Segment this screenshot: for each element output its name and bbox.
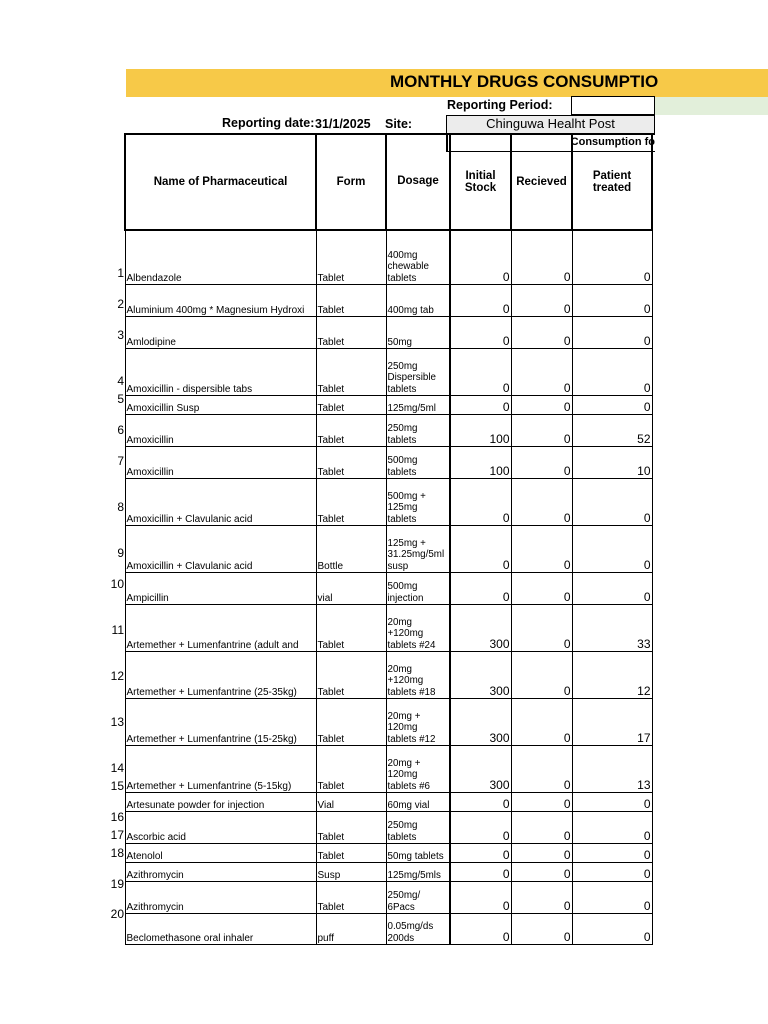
patient-treated-cell[interactable]: 0 xyxy=(572,526,652,573)
row-number: 3 xyxy=(117,328,124,342)
table-row xyxy=(125,746,652,793)
page-title: MONTHLY DRUGS CONSUMPTIO xyxy=(390,72,659,91)
row-number: 5 xyxy=(117,392,124,406)
received-cell[interactable]: 0 xyxy=(511,447,572,479)
received-cell[interactable]: 0 xyxy=(511,526,572,573)
header-name: Name of Pharmaceutical xyxy=(125,134,316,230)
received-cell[interactable]: 0 xyxy=(511,746,572,793)
patient-treated-cell[interactable]: 0 xyxy=(572,844,652,863)
received-cell[interactable]: 0 xyxy=(511,396,572,415)
table-row xyxy=(125,863,652,882)
received-cell[interactable]: 0 xyxy=(511,793,572,812)
received-cell[interactable]: 0 xyxy=(511,882,572,914)
initial-stock-cell[interactable]: 0 xyxy=(450,812,511,844)
received-cell[interactable]: 0 xyxy=(511,605,572,652)
form-cell[interactable]: puff xyxy=(316,914,386,945)
table-row xyxy=(125,793,652,812)
received-cell[interactable]: 0 xyxy=(511,479,572,526)
table-row xyxy=(125,914,652,945)
form-cell[interactable]: Tablet xyxy=(316,396,386,415)
drug-name-cell[interactable]: Ascorbic acid xyxy=(125,812,316,844)
table-row xyxy=(125,230,652,285)
form-cell[interactable]: Susp xyxy=(316,863,386,882)
patient-treated-cell[interactable]: 10 xyxy=(572,447,652,479)
table-row xyxy=(125,882,652,914)
dosage-cell[interactable]: 125mg/5mls xyxy=(386,863,450,882)
table-header-row xyxy=(125,134,652,230)
form-cell[interactable]: Tablet xyxy=(316,285,386,317)
received-cell[interactable]: 0 xyxy=(511,573,572,605)
dosage-cell[interactable]: 250mg/ 6Pacs xyxy=(386,882,450,914)
dosage-cell[interactable]: 20mg + 120mg tablets #12 xyxy=(386,699,450,746)
drug-name-cell[interactable]: Albendazole xyxy=(125,230,316,285)
initial-stock-cell[interactable]: 0 xyxy=(450,230,511,285)
dosage-cell[interactable]: 0.05mg/ds 200ds xyxy=(386,914,450,945)
table-row xyxy=(125,479,652,526)
reporting-period-fill xyxy=(655,97,768,115)
table-row xyxy=(125,605,652,652)
drug-name-cell[interactable]: Azithromycin xyxy=(125,863,316,882)
drug-name-cell[interactable]: Artemether + Lumenfantrine (15-25kg) xyxy=(125,699,316,746)
row-number: 11 xyxy=(111,623,124,637)
site-label: Site: xyxy=(385,117,413,131)
form-cell[interactable]: Tablet xyxy=(316,605,386,652)
header-form: Form xyxy=(316,134,386,230)
dosage-cell[interactable]: 250mg tablets xyxy=(386,415,450,447)
drug-name-cell[interactable]: Azithromycin xyxy=(125,882,316,914)
site-field[interactable]: Chinguwa Healht Post xyxy=(446,115,655,134)
initial-stock-cell[interactable]: 0 xyxy=(450,844,511,863)
dosage-cell[interactable]: 250mg Dispersible tablets xyxy=(386,349,450,396)
header-received: Recieved xyxy=(511,134,572,230)
initial-stock-cell[interactable]: 300 xyxy=(450,652,511,699)
table-row xyxy=(125,573,652,605)
patient-treated-cell[interactable]: 0 xyxy=(572,317,652,349)
row-number: 1 xyxy=(117,266,124,280)
form-cell[interactable]: Vial xyxy=(316,793,386,812)
row-number: 6 xyxy=(117,423,124,437)
form-cell[interactable]: Tablet xyxy=(316,415,386,447)
drug-name-cell[interactable]: Atenolol xyxy=(125,844,316,863)
initial-stock-cell[interactable]: 100 xyxy=(450,415,511,447)
drug-name-cell[interactable]: Artemether + Lumenfantrine (25-35kg) xyxy=(125,652,316,699)
dosage-cell[interactable]: 60mg vial xyxy=(386,793,450,812)
form-cell[interactable]: Tablet xyxy=(316,882,386,914)
drug-name-cell[interactable]: Amoxicillin xyxy=(125,415,316,447)
dosage-cell[interactable]: 250mg tablets xyxy=(386,812,450,844)
dosage-cell[interactable]: 125mg/5ml xyxy=(386,396,450,415)
initial-stock-cell[interactable]: 300 xyxy=(450,605,511,652)
patient-treated-cell[interactable]: 0 xyxy=(572,793,652,812)
row-number: 17 xyxy=(110,828,124,842)
row-number: 12 xyxy=(110,669,124,683)
row-number: 18 xyxy=(110,846,124,860)
row-number: 20 xyxy=(110,907,124,921)
reporting-date-value: 31/1/2025 xyxy=(315,117,371,131)
table-row xyxy=(125,349,652,396)
row-number: 13 xyxy=(110,715,124,729)
drug-name-cell[interactable]: Amoxicillin - dispersible tabs xyxy=(125,349,316,396)
initial-stock-cell[interactable]: 0 xyxy=(450,914,511,945)
form-cell[interactable]: Tablet xyxy=(316,812,386,844)
reporting-period-field[interactable] xyxy=(571,96,655,115)
patient-treated-cell[interactable]: 0 xyxy=(572,285,652,317)
form-cell[interactable]: Tablet xyxy=(316,349,386,396)
form-cell[interactable]: Tablet xyxy=(316,317,386,349)
reporting-period-label: Reporting Period: xyxy=(447,98,553,112)
reporting-date-label: Reporting date: xyxy=(222,116,315,130)
drug-name-cell[interactable]: Amlodipine xyxy=(125,317,316,349)
received-cell[interactable]: 0 xyxy=(511,285,572,317)
patient-treated-cell[interactable]: 52 xyxy=(572,415,652,447)
drug-name-cell[interactable]: Artesunate powder for injection xyxy=(125,793,316,812)
patient-treated-cell[interactable]: 0 xyxy=(572,479,652,526)
initial-stock-cell[interactable]: 300 xyxy=(450,699,511,746)
received-cell[interactable]: 0 xyxy=(511,230,572,285)
patient-treated-cell[interactable]: 13 xyxy=(572,746,652,793)
table-row xyxy=(125,285,652,317)
dosage-cell[interactable]: 20mg +120mg tablets #18 xyxy=(386,652,450,699)
table-row xyxy=(125,699,652,746)
initial-stock-cell[interactable]: 0 xyxy=(450,573,511,605)
drug-name-cell[interactable]: Amoxicillin xyxy=(125,447,316,479)
table-row xyxy=(125,652,652,699)
initial-stock-cell[interactable]: 0 xyxy=(450,882,511,914)
received-cell[interactable]: 0 xyxy=(511,415,572,447)
patient-treated-cell[interactable]: 0 xyxy=(572,396,652,415)
received-cell[interactable]: 0 xyxy=(511,863,572,882)
drug-name-cell[interactable]: Artemether + Lumenfantrine (5-15kg) xyxy=(125,746,316,793)
row-number: 4 xyxy=(117,374,124,388)
dosage-cell[interactable]: 125mg + 31.25mg/5ml susp xyxy=(386,526,450,573)
dosage-cell[interactable]: 400mg tab xyxy=(386,285,450,317)
patient-treated-cell[interactable]: 0 xyxy=(572,573,652,605)
drug-name-cell[interactable]: Aluminium 400mg * Magnesium Hydroxi xyxy=(125,285,316,317)
drugs-table xyxy=(124,133,653,945)
dosage-cell[interactable]: 500mg tablets xyxy=(386,447,450,479)
form-cell[interactable]: Tablet xyxy=(316,699,386,746)
received-cell[interactable]: 0 xyxy=(511,812,572,844)
received-cell[interactable]: 0 xyxy=(511,349,572,396)
row-number: 10 xyxy=(110,577,124,591)
initial-stock-cell[interactable]: 100 xyxy=(450,447,511,479)
table-row xyxy=(125,396,652,415)
initial-stock-cell[interactable]: 0 xyxy=(450,317,511,349)
drug-name-cell[interactable]: Amoxicillin + Clavulanic acid xyxy=(125,479,316,526)
table-row xyxy=(125,526,652,573)
dosage-cell[interactable]: 20mg +120mg tablets #24 xyxy=(386,605,450,652)
header-dosage: Dosage xyxy=(386,134,450,230)
row-number: 19 xyxy=(110,877,124,891)
form-cell[interactable]: Tablet xyxy=(316,746,386,793)
patient-treated-cell[interactable]: 0 xyxy=(572,812,652,844)
initial-stock-cell[interactable]: 0 xyxy=(450,479,511,526)
consumption-label: Consumption fo xyxy=(570,136,655,148)
form-cell[interactable]: Tablet xyxy=(316,844,386,863)
drug-name-cell[interactable]: Ampicillin xyxy=(125,573,316,605)
dosage-cell[interactable]: 50mg xyxy=(386,317,450,349)
received-cell[interactable]: 0 xyxy=(511,844,572,863)
form-cell[interactable]: Bottle xyxy=(316,526,386,573)
patient-treated-cell[interactable]: 0 xyxy=(572,914,652,945)
drug-name-cell[interactable]: Beclomethasone oral inhaler xyxy=(125,914,316,945)
header-patient-treated: Patient treated xyxy=(572,134,652,230)
initial-stock-cell[interactable]: 0 xyxy=(450,396,511,415)
patient-treated-cell[interactable]: 0 xyxy=(572,349,652,396)
row-number: 2 xyxy=(117,297,124,311)
row-number: 15 xyxy=(110,779,124,793)
row-number: 8 xyxy=(117,500,124,514)
table-row xyxy=(125,317,652,349)
row-number: 9 xyxy=(117,546,124,560)
initial-stock-cell[interactable]: 0 xyxy=(450,863,511,882)
form-cell[interactable]: vial xyxy=(316,573,386,605)
row-number: 7 xyxy=(117,454,124,468)
received-cell[interactable]: 0 xyxy=(511,914,572,945)
table-row xyxy=(125,844,652,863)
row-number: 14 xyxy=(110,761,124,775)
initial-stock-cell[interactable]: 0 xyxy=(450,793,511,812)
initial-stock-cell[interactable]: 0 xyxy=(450,349,511,396)
patient-treated-cell[interactable]: 0 xyxy=(572,230,652,285)
table-row xyxy=(125,812,652,844)
received-cell[interactable]: 0 xyxy=(511,652,572,699)
dosage-cell[interactable]: 500mg injection xyxy=(386,573,450,605)
dosage-cell[interactable]: 50mg tablets xyxy=(386,844,450,863)
drug-name-cell[interactable]: Artemether + Lumenfantrine (adult and xyxy=(125,605,316,652)
dosage-cell[interactable]: 20mg + 120mg tablets #6 xyxy=(386,746,450,793)
table-row xyxy=(125,415,652,447)
received-cell[interactable]: 0 xyxy=(511,699,572,746)
patient-treated-cell[interactable]: 17 xyxy=(572,699,652,746)
initial-stock-cell[interactable]: 0 xyxy=(450,526,511,573)
form-cell[interactable]: Tablet xyxy=(316,447,386,479)
initial-stock-cell[interactable]: 300 xyxy=(450,746,511,793)
received-cell[interactable]: 0 xyxy=(511,317,572,349)
drug-name-cell[interactable]: Amoxicillin Susp xyxy=(125,396,316,415)
initial-stock-cell[interactable]: 0 xyxy=(450,285,511,317)
form-cell[interactable]: Tablet xyxy=(316,652,386,699)
dosage-cell[interactable]: 500mg + 125mg tablets xyxy=(386,479,450,526)
patient-treated-cell[interactable]: 12 xyxy=(572,652,652,699)
row-number: 16 xyxy=(110,810,124,824)
header-initial-stock: Initial Stock xyxy=(450,134,511,230)
patient-treated-cell[interactable]: 0 xyxy=(572,882,652,914)
dosage-cell[interactable]: 400mg chewable tablets xyxy=(386,230,450,285)
form-cell[interactable]: Tablet xyxy=(316,230,386,285)
patient-treated-cell[interactable]: 33 xyxy=(572,605,652,652)
drug-name-cell[interactable]: Amoxicillin + Clavulanic acid xyxy=(125,526,316,573)
form-cell[interactable]: Tablet xyxy=(316,479,386,526)
table-row xyxy=(125,447,652,479)
patient-treated-cell[interactable]: 0 xyxy=(572,863,652,882)
